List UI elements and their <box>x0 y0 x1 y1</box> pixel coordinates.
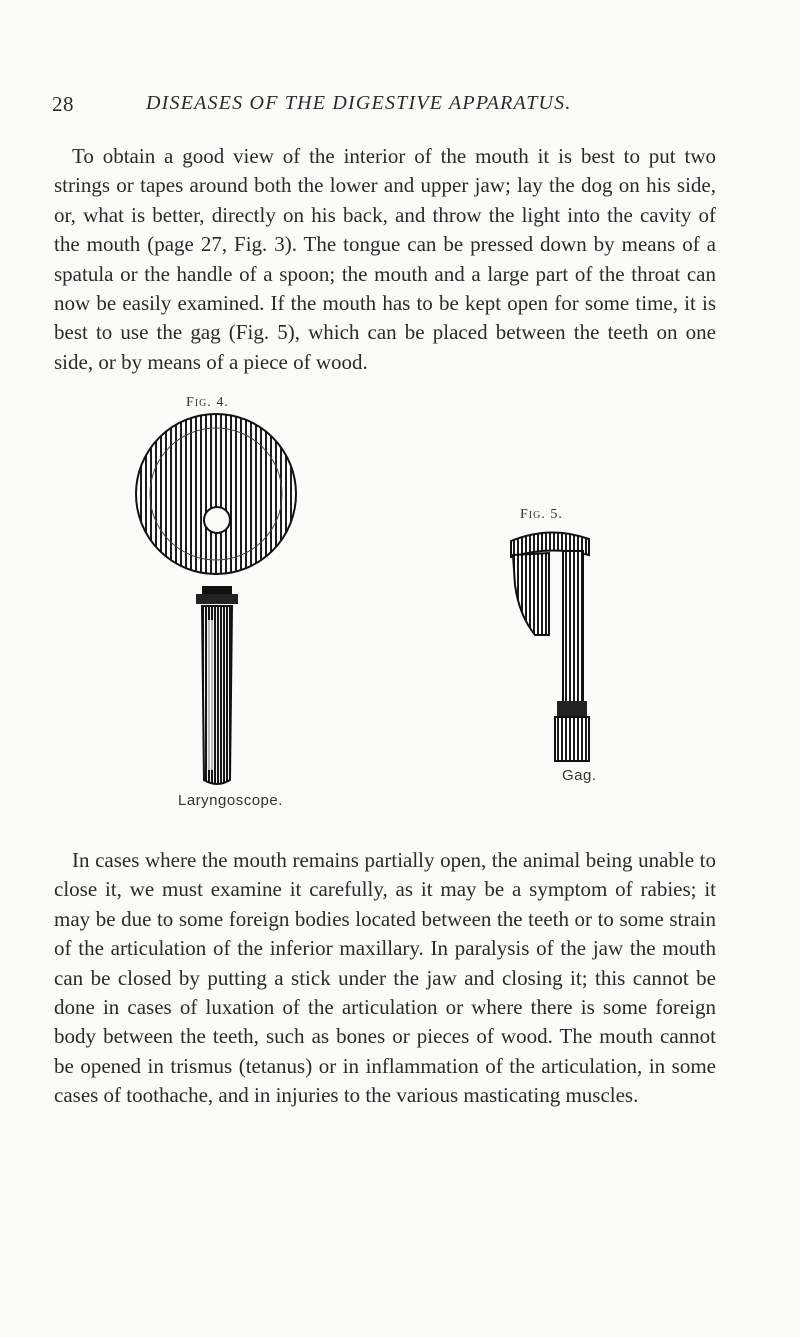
paragraph-partially-open-mouth: In cases where the mouth remains partially open, the animal being unable to close it, we must examine it carefully, as it may be a symptom of rabies; it may be due to some foreign bodies located between the teeth or to some strain of the articulation of the inferior maxillary. In paralysis of the jaw the mouth can be closed by putting a stick under the jaw and closing it; this cannot be done in cases of luxation of the articulation or where there is some foreign body between the teeth, such as bones or pieces of wood. The mouth cannot be opened in trismus (tetanus) or in inflammation of the articulation, in some cases of toothache, and in injuries to the various masticating muscles. <box>54 848 716 1108</box>
page-number: 28 <box>52 92 74 116</box>
gag-illustration <box>505 525 605 765</box>
paragraph-intro: To obtain a good view of the interior of the mouth it is best to put two strings or tapes around both the lower and upper jaw; lay the dog on his side, or, what is better, directly on his back, and throw the light into the cavity of the mouth (page 27, Fig. 3). The tongue can be pressed down by means of a spatula or the handle of a spoon; the mouth and a large part of the throat can now be easily examined. If the mouth has to be kept open for some time, it is best to use the gag (Fig. 5), which can be placed between the teeth on one side, or by means of a piece of wood. <box>54 144 716 374</box>
figure-4-caption: Laryngoscope. <box>178 792 283 809</box>
figure-4-label: Fig. 4. <box>186 395 229 410</box>
laryngoscope-illustration <box>130 410 310 790</box>
figure-5-label: Fig. 5. <box>520 507 563 522</box>
page-header <box>52 92 752 122</box>
running-head: DISEASES OF THE DIGESTIVE APPARATUS. <box>146 92 572 114</box>
figure-5-caption: Gag. <box>562 767 597 784</box>
